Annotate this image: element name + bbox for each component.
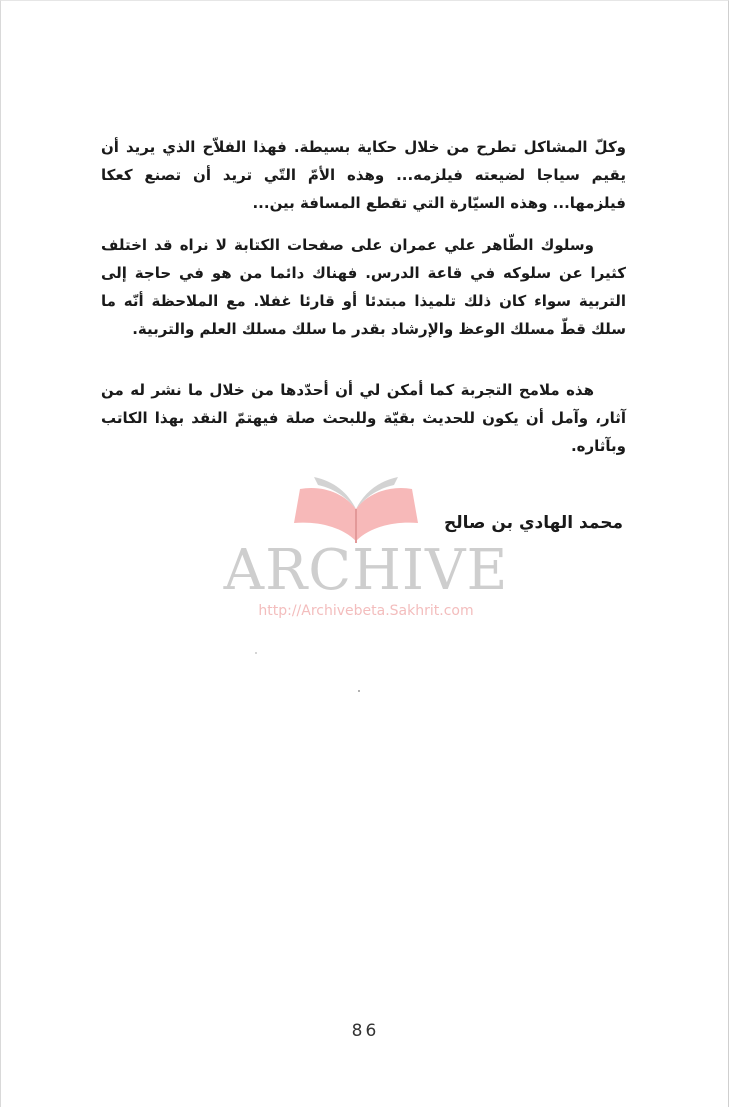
watermark-url: http://Archivebeta.Sakhrit.com: [258, 603, 474, 619]
archive-watermark: [216, 471, 516, 631]
page-number: 86: [351, 1021, 380, 1041]
paragraph-3-text: هذه ملامح التجربة كما أمكن لي أن أحدّدها من خلال ما نشر له من آثار، وآمل أن يكون للحديث بقيّة وللبحث صلة فيهتمّ النقد بهذا الكاتب وبآثاره.: [101, 381, 626, 455]
scan-speck: [358, 690, 360, 692]
paragraph-1: [101, 133, 626, 217]
paragraph-2: [101, 231, 626, 343]
watermark-title: ARCHIVE: [223, 538, 509, 603]
paragraph-3: [101, 376, 626, 460]
paragraph-1-text: وكلّ المشاكل تطرح من خلال حكاية بسيطة. فهذا الفلاّح الذي يريد أن يقيم سياجا لضيعته فيلزمه... وهذه الأمّ التّي تريد أن تصنع كعكا فيلزمها... وهذه السيّارة التي تقطع المسافة بين...: [101, 138, 626, 212]
author-signature: محمد الهادي بن صالح: [444, 513, 623, 533]
paragraph-2-text: وسلوك الطّاهر علي عمران على صفحات الكتابة لا نراه قد اختلف كثيرا عن سلوكه في قاعة الدرس. فهناك دائما من هو في حاجة إلى التربية سواء كان ذلك تلميذا مبتدئا أو قارئا غفلا. مع الملاحظة أنّه ما سلك قطّ مسلك الوعظ والإرشاد بقدر ما سلك مسلك العلم والتربية.: [101, 236, 626, 338]
scan-speck: [255, 652, 257, 654]
